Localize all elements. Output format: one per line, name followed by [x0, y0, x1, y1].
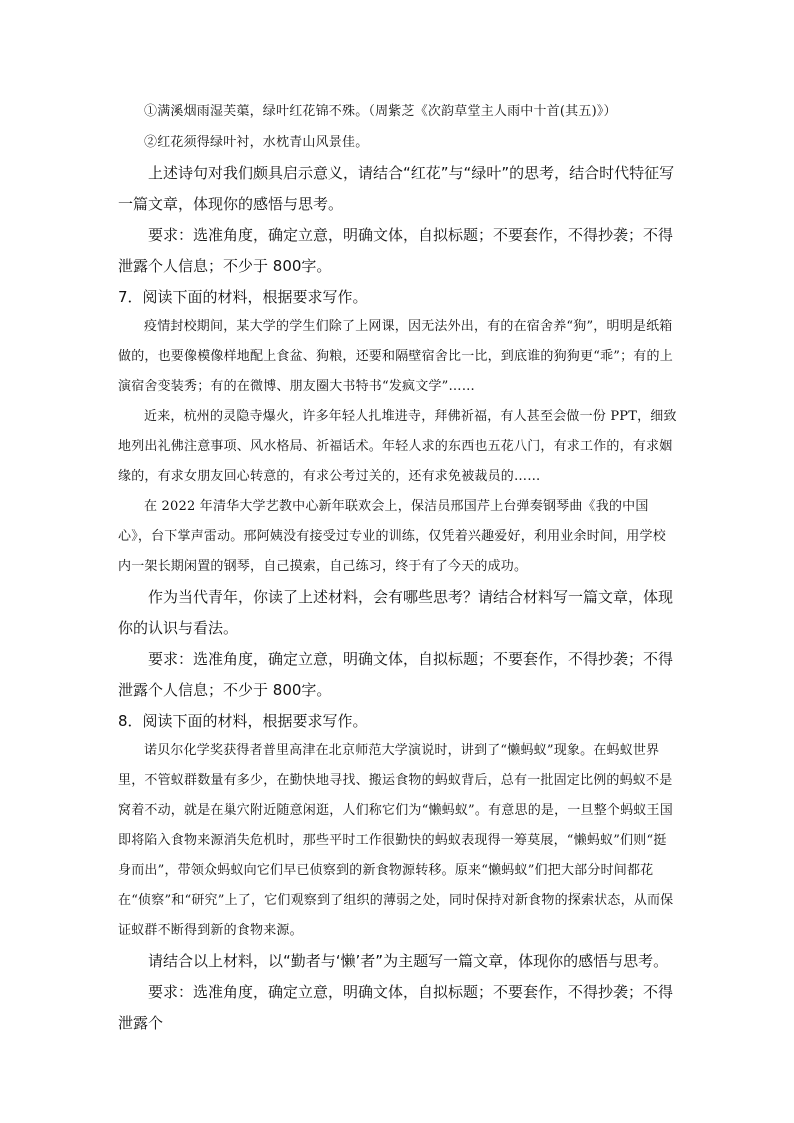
q7-heading: 7．阅读下面的材料，根据要求写作。 — [118, 288, 368, 306]
q7-material-3: 在 2022 年清华大学艺教中心新年联欢会上，保洁员邢国芹上台弹奏钢琴曲《我的中国心》，台下掌声雷动。邢阿姨没有接受过专业的训练，仅凭着兴趣爱好，利用业余时间，用学校内一架长期闲置的钢琴，自己摸索，自己练习，终于有了今天的成功。 — [118, 499, 666, 574]
q7-requirement: 要求：选准角度，确定立意，明确文体，自拟标题；不要套作，不得抄袭；不得泄露个人信息；不少于 800字。 — [118, 650, 674, 699]
document-page — [118, 96, 678, 1039]
q7-material-2: 近来，杭州的灵隐寺爆火，许多年轻人扎堆进寺，拜佛祈福，有人甚至会做一份 PPT，细致地列出礼佛注意事项、风水格局、祈福话术。年轻人求的东西也五花八门，有求工作的，有求姻缘的，有求女朋友回心转意的，有求公考过关的，还有求免被裁员的…… — [118, 409, 677, 484]
q8-prompt: 请结合以上材料，以“勤者与‘懒’者”为主题写一篇文章，体现你的感悟与思考。 — [148, 952, 669, 970]
q8-requirement: 要求：选准角度，确定立意，明确文体，自拟标题；不要套作，不得抄袭；不得泄露个 — [118, 983, 674, 1032]
poem-line-1: ①满溪烟雨湿芙蕖，绿叶红花锦不殊。（周紫芝《次韵草堂主人雨中十首(其五)》） — [144, 104, 617, 119]
q7-prompt: 作为当代青年，你读了上述材料，会有哪些思考？请结合材料写一篇文章，体现你的认识与看法。 — [118, 588, 674, 637]
q8-material: 诺贝尔化学奖获得者普里高津在北京师范大学演说时，讲到了“懒蚂蚁”现象。在蚂蚁世界里，不管蚁群数量有多少，在勤快地寻找、搬运食物的蚂蚁背后，总有一批固定比例的蚂蚁不是窝着不动，就是在巢穴附近随意闲逛，人们称它们为“懒蚂蚁”。有意思的是，一旦整个蚂蚁王国即将陷入食物来源消失危机时，那些平时工作很勤快的蚂蚁表现得一筹莫展，“懒蚂蚁”们则“挺身而出”，带领众蚂蚁向它们早已侦察到的新食物源转移。原来“懒蚂蚁”们把大部分时间都花在“侦察”和“研究”上了，它们观察到了组织的薄弱之处，同时保持对新食物的探索状态，从而保证蚁群不断得到新的食物来源。 — [118, 743, 674, 938]
q7-material-1: 疫情封校期间，某大学的学生们除了上网课，因无法外出，有的在宿舍养“狗”，明明是纸箱做的，也要像模像样地配上食盆、狗粮，还要和隔壁宿舍比一比，到底谁的狗狗更“乖”；有的上演宿舍变装秀；有的在微博、朋友圈大书特书“发疯文学”…… — [118, 319, 673, 394]
q6-requirement: 要求：选准角度，确定立意，明确文体，自拟标题；不要套作，不得抄袭；不得泄露个人信息；不少于 800字。 — [118, 226, 674, 275]
poem-line-2: ②红花须得绿叶衬，水枕青山风景佳。 — [144, 135, 369, 150]
q8-heading: 8．阅读下面的材料，根据要求写作。 — [118, 712, 368, 730]
q6-prompt: 上述诗句对我们颇具启示意义，请结合“红花”与“绿叶”的思考，结合时代特征写一篇文章，体现你的感悟与思考。 — [118, 164, 675, 213]
